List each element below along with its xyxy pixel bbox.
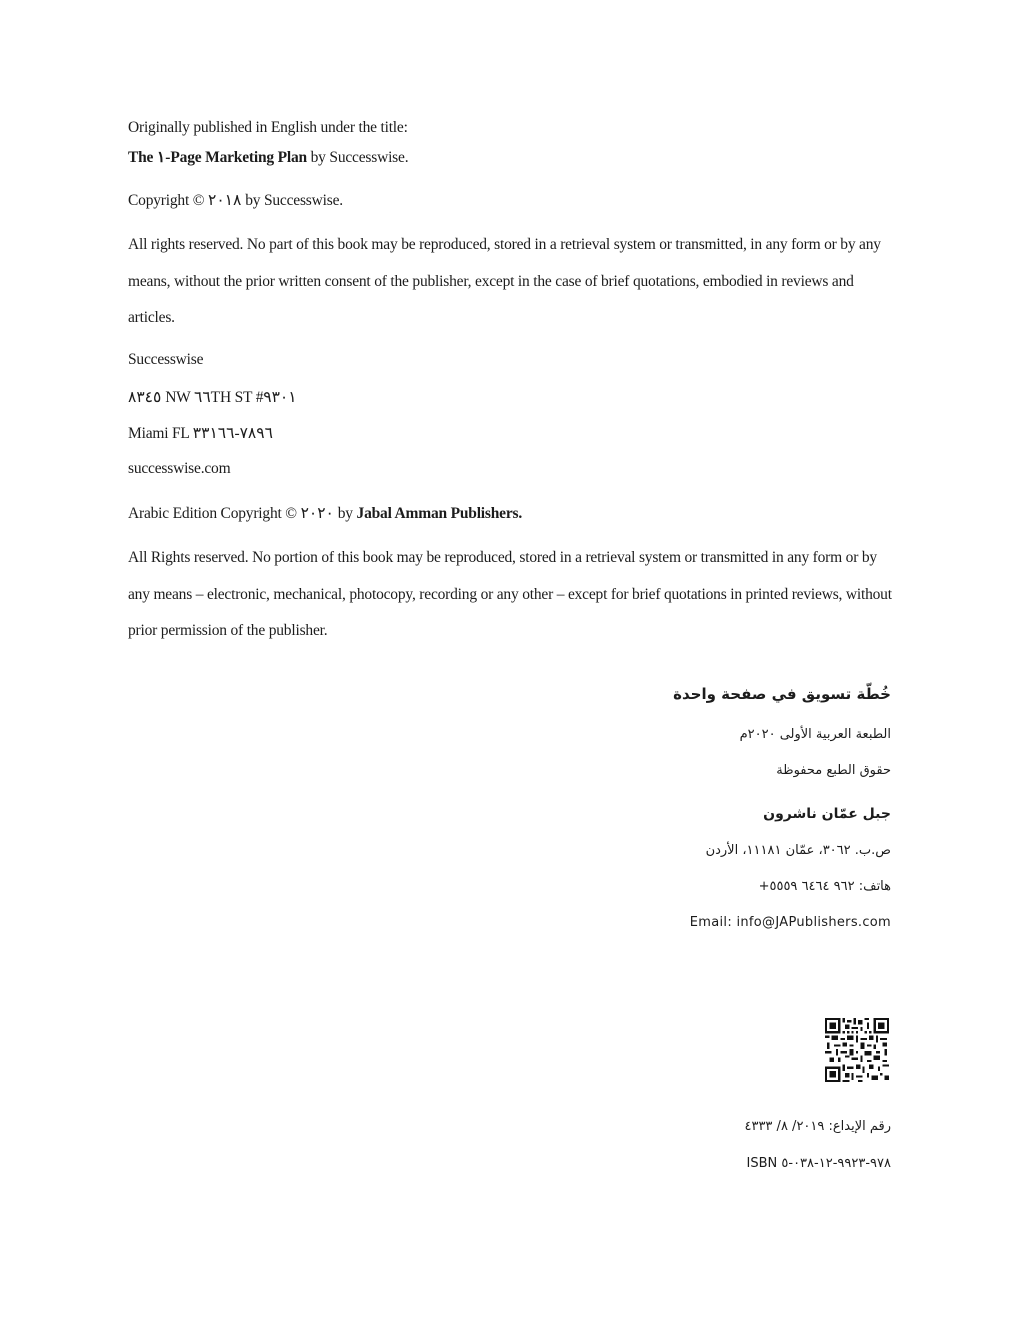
original-title-intro: Originally published in English under the title: — [128, 119, 408, 136]
arabic-edition: الطبعة العربية الأولى ٢٠٢٠م — [739, 727, 891, 742]
arabic-publisher-name: Jabal Amman Publishers. — [356, 505, 523, 522]
arabic-pobox: ص.ب. ٣٠٦٢، عمّان ١١١٨١، الأردن — [705, 843, 891, 858]
copyright-line: Copyright © ٢٠١٨ by Successwise. — [128, 192, 343, 209]
arabic-publisher: جبل عمّان ناشرون — [763, 806, 891, 822]
arabic-book-title: خُطّة تسويق في صفحة واحدة — [673, 685, 891, 703]
arabic-rights: حقوق الطبع محفوظة — [776, 763, 891, 778]
legal-deposit-number: رقم الإيداع: ٢٠١٩/ ٨/ ٤٣٣٣ — [744, 1119, 891, 1134]
street-address: ٨٣٤٥ NW ٦٦TH ST #٩٣٠١ — [128, 389, 297, 406]
arabic-edition-prefix: Arabic Edition Copyright © ٢٠٢٠ by — [128, 505, 357, 522]
rights-paragraph-2: All Rights reserved. No portion of this book may be reproduced, stored in a retrieval system or transmitted in any form or by any means – electronic, mechanical, photocopy, recording or any other – except for brief quotations in printed reviews, without prior permission of the publisher. — [128, 549, 892, 639]
company-name: Successwise — [128, 351, 204, 368]
arabic-edition-copyright — [128, 504, 898, 523]
publisher-email: Email: info@JAPublishers.com — [689, 915, 891, 930]
company-website: successwise.com — [128, 460, 231, 477]
isbn: ISBN ٩٧٨-٩٩٢٣-١٢-٠٣٨-٥ — [746, 1156, 891, 1171]
original-title-line — [128, 148, 898, 167]
rights-paragraph: All rights reserved. No part of this book may be reproduced, stored in a retrieval system or transmitted, in any form or by any means, without the prior written consent of the publisher, except in the case of brief quotations, embodied in reviews and articles. — [128, 236, 881, 326]
city-address: Miami FL ٧٨٩٦-٣٣١٦٦ — [128, 425, 273, 442]
qr-code-icon — [825, 1018, 889, 1082]
book-author: by Successwise. — [306, 149, 409, 166]
book-title: The ١-Page Marketing Plan — [128, 149, 307, 166]
arabic-phone: هاتف: ٩٦٢ ٦٤٦٤ ٥٥٥٩+ — [758, 879, 891, 894]
